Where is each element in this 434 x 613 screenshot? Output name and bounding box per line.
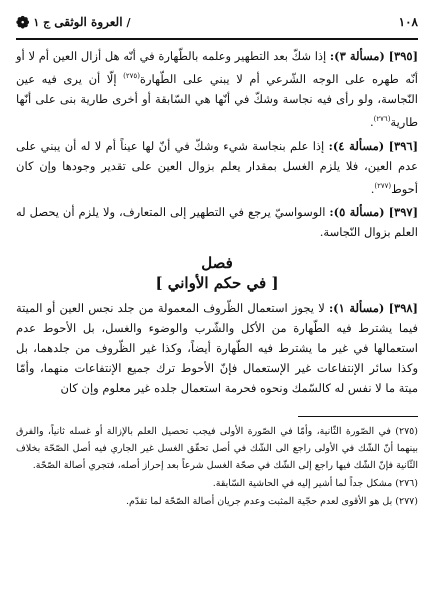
footnote-divider — [298, 416, 418, 417]
section-number: [٣٩٧] — [388, 205, 419, 220]
section-text-end: . — [370, 181, 375, 196]
volume-label: ج ١ — [33, 15, 51, 29]
issue-label: (مسألة ٣): — [329, 49, 385, 63]
header-title-group — [16, 13, 131, 32]
page-number: ١٠٨ — [398, 15, 418, 29]
book-title: العروة الوثقى — [54, 15, 123, 29]
section-number: [٣٩٦] — [388, 138, 419, 153]
running-header — [16, 6, 418, 38]
section-text: إذا علم بنجاسة شيء وشكّ في أنّ لها عيناً أم لا له أن يبني على عدم العين، فلا يلزم الغسل بمقدار يعلم بزوال العين على تقدير وجودها وإن كان أحوط — [16, 138, 418, 196]
section-text-cont: إلّا أن يرى فيه عين النّجاسة، ولو رأى فيه نجاسة وشكّ في أنّها هي السّابقة أو أخرى طارية بنى على أنّها طارية — [16, 71, 418, 129]
section-text: إذا شكّ بعد التطهير وعلمه بالطّهارة في أنّه هل أزال العين أم لا أو أنّه طهره على الوجه الشّرعي أم لا يبني على الطّهارة — [16, 49, 418, 86]
issue-label: (مسألة ٥): — [329, 205, 385, 220]
ornament-icon: ❁ — [16, 12, 30, 32]
main-text — [16, 46, 418, 398]
section-number: [٣٩٥] — [388, 49, 419, 63]
section-397 — [16, 202, 418, 242]
section-text-end: . — [370, 114, 374, 129]
footnote-ref: (٢٧٧) — [374, 181, 392, 190]
issue-label: (مسألة ١): — [328, 301, 385, 316]
section-398 — [16, 298, 418, 398]
section-text: لا يجوز استعمال الظّروف المعمولة من جلد نجس العين أو الميتة فيما يشترط فيه الطّهارة من الأكل والشّرب والوضوء والغسل، بل الأحوط عدم استعمالها في غير ما يشترط فيه الطّهارة أيضاً، وكذا غير الظّروف من جلدهما، بل وكذا سائر الإنتفاعات غير الإستعمال فإنّ الأحوط ترك جميع الإنتفاعات منهما، وأمّا ميتة ما لا نفس له كالسّمك ونحوه فحرمة استعمال جلده غير معلوم وإن كان — [16, 301, 418, 396]
fasl-heading: فصل — [201, 254, 233, 273]
section-396 — [16, 136, 418, 199]
footnote-ref: (٢٧٥) — [123, 72, 140, 80]
footnote-277: (٢٧٧) بل هو الأقوى لعدم حجّية المثبت وعدم جريان أصالة الصّحّة لما تقدّم. — [125, 496, 418, 508]
section-395 — [16, 46, 418, 132]
separator: / — [126, 15, 131, 29]
issue-label: (مسألة ٤): — [328, 138, 385, 153]
fasl-subheading: [ في حكم الأواني ] — [155, 274, 279, 293]
footnotes — [16, 423, 418, 510]
footnote-275: (٢٧٥) في الصّورة الثّانية، وأمّا في الصّورة الأولى فيجب تحصيل العلم بالإزالة أو غسله ثانياً، والفرق بينهما أنّ الشّك في الأولى راجع الى الشّك في أصل تحقّق الغسل غير الجاري فيه أصل الصّحّة بخلاف الثّانية فإنّ الشّك فيها راجع إلى الشّك في صحّة الغسل شرعاً بعد إحراز أصله، فتجري أصالة الصّحّة. — [16, 426, 418, 472]
section-text: الوسواسيّ يرجع في التطهير إلى المتعارف، ولا يلزم أن يحصل له العلم بزوال النّجاسة. — [16, 205, 418, 240]
section-number: [٣٩٨] — [388, 301, 418, 316]
footnote-ref: (٢٧٦) — [373, 114, 391, 123]
header-rule — [16, 38, 418, 40]
footnote-276: (٢٧٦) مشكل جداً لما أشير إليه في الحاشية السّابقة. — [212, 478, 418, 490]
